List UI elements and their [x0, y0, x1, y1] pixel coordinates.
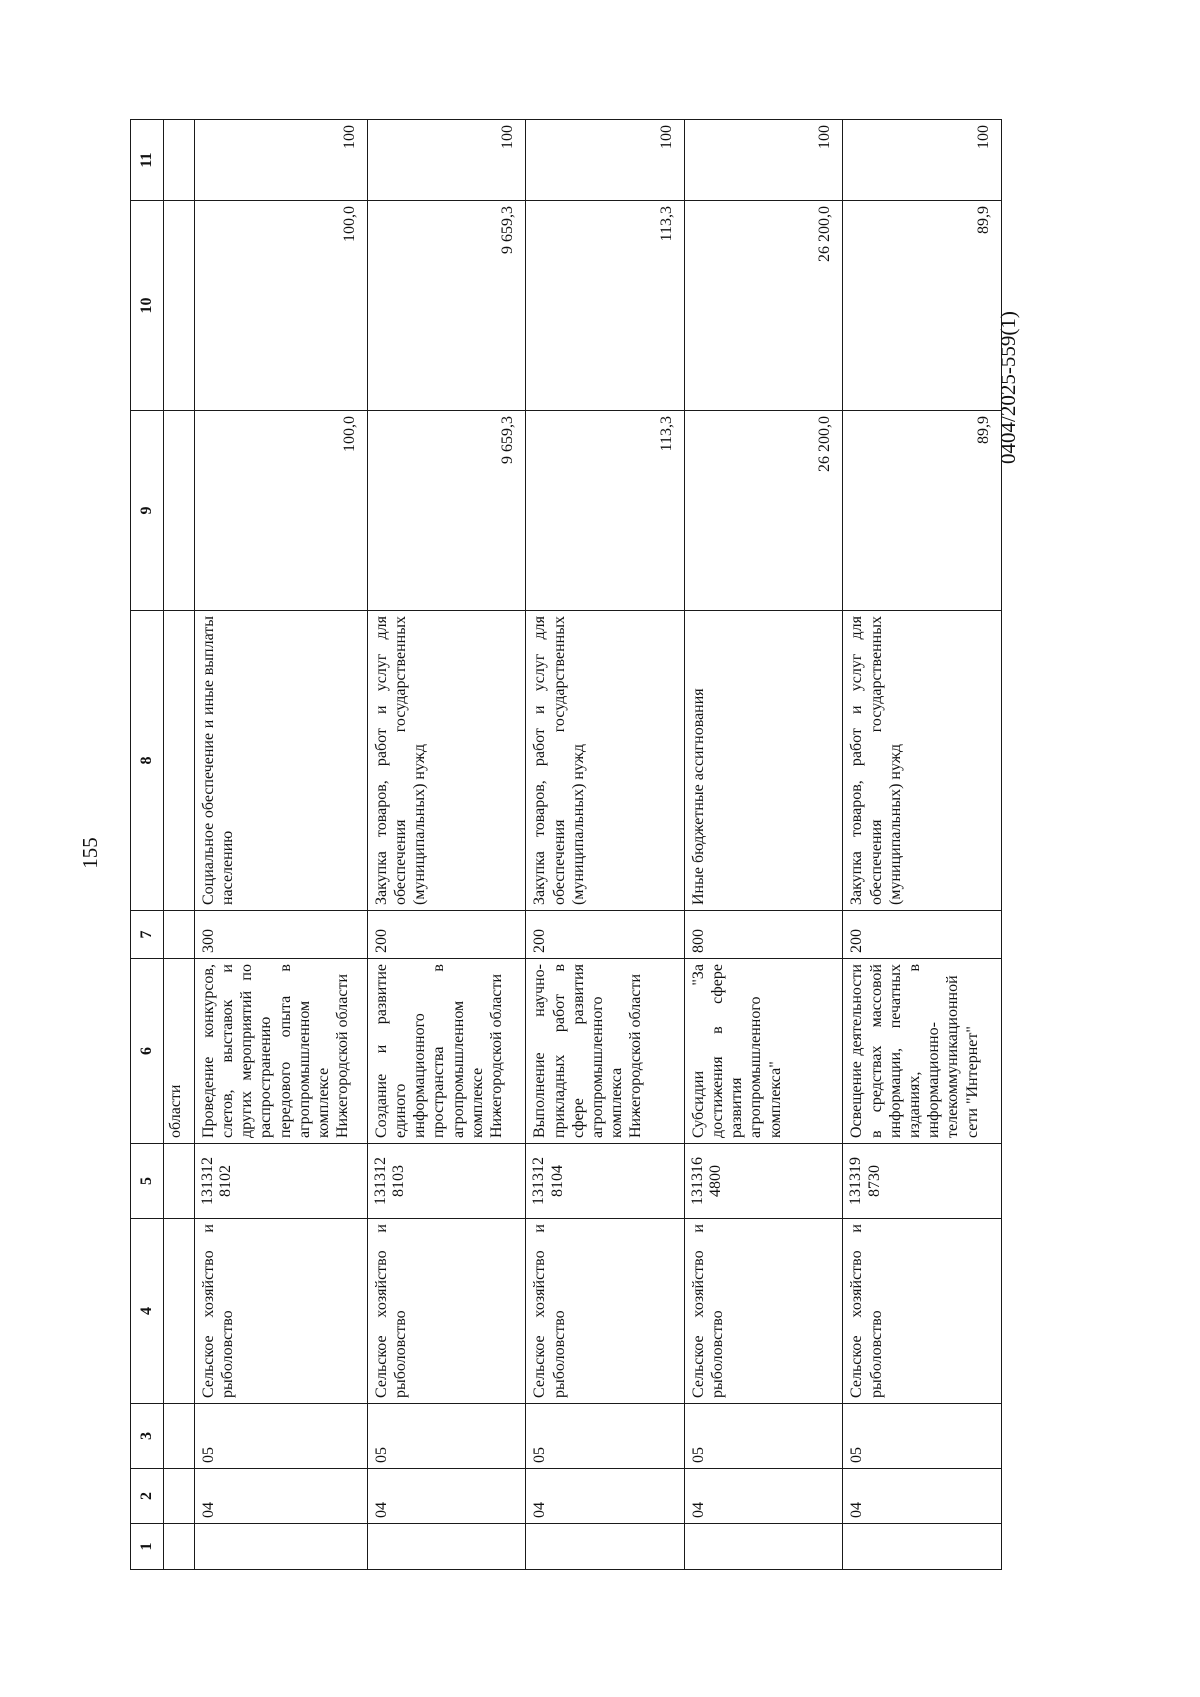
page-number: 155: [78, 837, 102, 869]
continuation-row: [163, 120, 194, 1570]
execution-percent: 100: [843, 120, 1002, 201]
section-name: Сельское хозяйство и рыболовство: [684, 1219, 843, 1404]
target-article-name: Субсидии "За достижения в сфере развития агропромышленного комплекса": [684, 959, 843, 1144]
target-article-code: 131312 8103: [367, 1144, 526, 1219]
planned-amount: 26 200,0: [684, 411, 843, 611]
table-row: [684, 120, 843, 1570]
execution-percent: 100: [684, 120, 843, 201]
planned-amount: 113,3: [526, 411, 685, 611]
column-number-row: [131, 120, 164, 1570]
row-col1: [684, 1524, 843, 1570]
subsection-code: 05: [684, 1404, 843, 1469]
section-code: 04: [843, 1469, 1002, 1524]
expense-type-code: 300: [194, 911, 367, 959]
expense-type-code: 200: [843, 911, 1002, 959]
column-number: 1: [131, 1524, 164, 1570]
expense-type-name: Закупка товаров, работ и услуг для обеспечения государственных (муниципальных) нужд: [367, 611, 526, 911]
actual-amount: 26 200,0: [684, 201, 843, 411]
column-number: 10: [131, 201, 164, 411]
column-number: 9: [131, 411, 164, 611]
document-code: 0404/2025-559(1): [996, 311, 1020, 464]
actual-amount: 9 659,3: [367, 201, 526, 411]
column-number: 3: [131, 1404, 164, 1469]
subsection-code: 05: [367, 1404, 526, 1469]
execution-percent: 100: [194, 120, 367, 201]
table-row: [843, 120, 1002, 1570]
subsection-code: 05: [843, 1404, 1002, 1469]
column-number: 8: [131, 611, 164, 911]
subsection-code: 05: [194, 1404, 367, 1469]
execution-percent: 100: [367, 120, 526, 201]
expense-type-name: Иные бюджетные ассигнования: [684, 611, 843, 911]
column-number: 7: [131, 911, 164, 959]
column-number: 2: [131, 1469, 164, 1524]
actual-amount: 89,9: [843, 201, 1002, 411]
execution-percent: 100: [526, 120, 685, 201]
row-col1: [843, 1524, 1002, 1570]
expense-type-name: Закупка товаров, работ и услуг для обеспечения государственных (муниципальных) нужд: [526, 611, 685, 911]
target-article-name: Выполнение научно-прикладных работ в сфере развития агропромышленного комплекса Нижегородской области: [526, 959, 685, 1144]
actual-amount: 113,3: [526, 201, 685, 411]
continuation-text: области: [163, 959, 194, 1144]
subsection-code: 05: [526, 1404, 685, 1469]
target-article-name: Освещение деятельности в средствах массовой информации, печатных изданиях, в информационно-телекоммуникационной сети "Интернет": [843, 959, 1002, 1144]
target-article-code: 131312 8104: [526, 1144, 685, 1219]
target-article-code: 131316 4800: [684, 1144, 843, 1219]
row-col1: [526, 1524, 685, 1570]
expense-type-name: Социальное обеспечение и иные выплаты населению: [194, 611, 367, 911]
budget-table: [130, 119, 1002, 1570]
planned-amount: 9 659,3: [367, 411, 526, 611]
section-code: 04: [194, 1469, 367, 1524]
column-number: 4: [131, 1219, 164, 1404]
column-number: 11: [131, 120, 164, 201]
actual-amount: 100,0: [194, 201, 367, 411]
target-article-name: Проведение конкурсов, слетов, выставок и других мероприятий по распространению передового опыта в агропромышленном комплексе Нижегородской области: [194, 959, 367, 1144]
target-article-code: 131319 8730: [843, 1144, 1002, 1219]
planned-amount: 100,0: [194, 411, 367, 611]
expense-type-code: 200: [367, 911, 526, 959]
row-col1: [194, 1524, 367, 1570]
table-row: [367, 120, 526, 1570]
section-name: Сельское хозяйство и рыболовство: [194, 1219, 367, 1404]
section-name: Сельское хозяйство и рыболовство: [843, 1219, 1002, 1404]
table-row: [526, 120, 685, 1570]
row-col1: [367, 1524, 526, 1570]
planned-amount: 89,9: [843, 411, 1002, 611]
section-name: Сельское хозяйство и рыболовство: [367, 1219, 526, 1404]
section-code: 04: [367, 1469, 526, 1524]
expense-type-code: 200: [526, 911, 685, 959]
section-code: 04: [684, 1469, 843, 1524]
section-name: Сельское хозяйство и рыболовство: [526, 1219, 685, 1404]
column-number: 5: [131, 1144, 164, 1219]
table-row: [194, 120, 367, 1570]
budget-table-container: [130, 120, 1002, 1570]
column-number: 6: [131, 959, 164, 1144]
expense-type-name: Закупка товаров, работ и услуг для обеспечения государственных (муниципальных) нужд: [843, 611, 1002, 911]
target-article-name: Создание и развитие единого информационного пространства в агропромышленном комплексе Нижегородской области: [367, 959, 526, 1144]
section-code: 04: [526, 1469, 685, 1524]
target-article-code: 131312 8102: [194, 1144, 367, 1219]
expense-type-code: 800: [684, 911, 843, 959]
